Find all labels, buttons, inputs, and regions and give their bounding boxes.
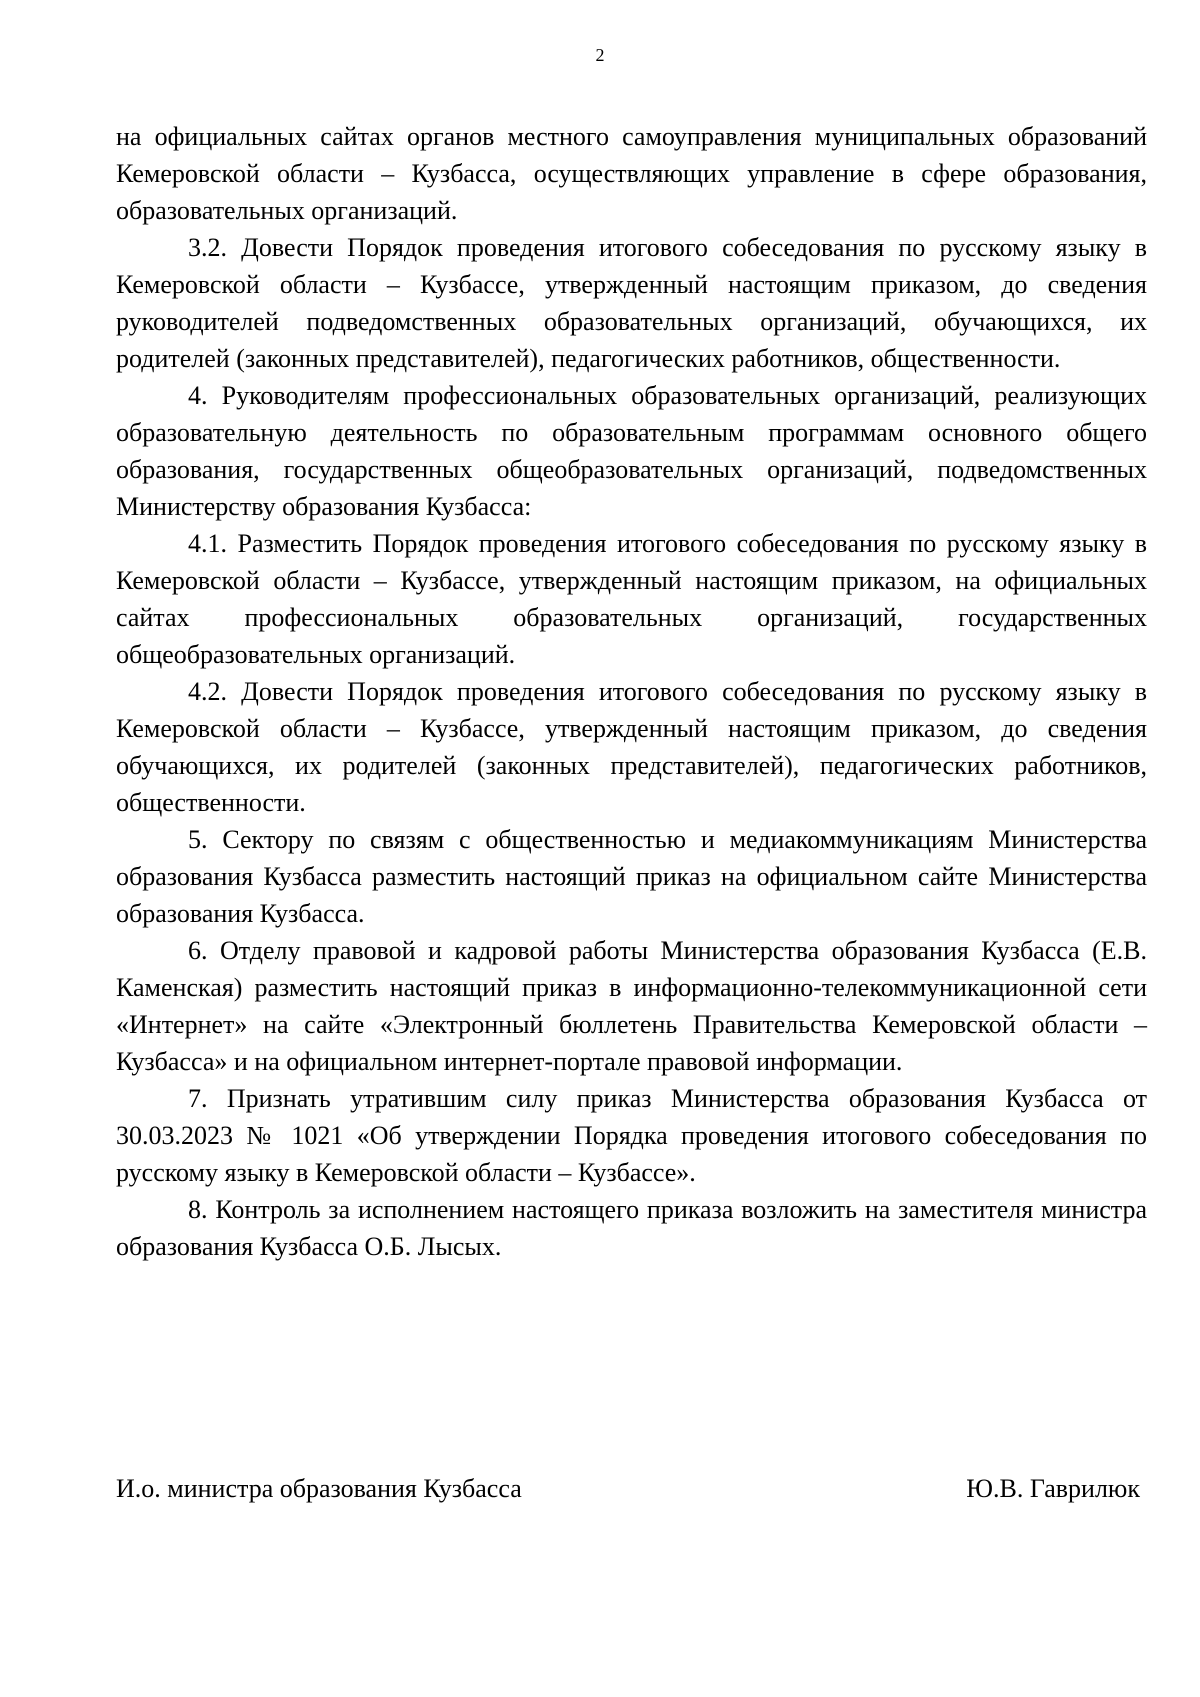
document-body [116, 118, 1147, 1265]
signature-block [116, 1470, 1140, 1507]
paragraph-item-5: 5. Сектору по связям с общественностью и медиакоммуникациям Министерства образования Кузбасса разместить настоящий приказ на официальном сайте Министерства образования Кузбасса. [116, 825, 1147, 928]
paragraph-item-4-2: 4.2. Довести Порядок проведения итогового собеседования по русскому языку в Кемеровской области – Кузбассе, утвержденный настоящим приказом, до сведения обучающихся, их родителей (законных представителей), педагогических работников, общественности. [116, 677, 1147, 817]
paragraph-continuation: на официальных сайтах органов местного самоуправления муниципальных образований Кемеровской области – Кузбасса, осуществляющих управление в сфере образования, образовательных организаций. [116, 122, 1147, 225]
paragraph-item-8: 8. Контроль за исполнением настоящего приказа возложить на заместителя министра образования Кузбасса О.Б. Лысых. [116, 1195, 1147, 1261]
paragraph-item-4-1: 4.1. Разместить Порядок проведения итогового собеседования по русскому языку в Кемеровской области – Кузбассе, утвержденный настоящим приказом, на официальных сайтах профессиональных образовательных организаций, государственных общеобразовательных организаций. [116, 529, 1147, 669]
signatory-name: Ю.В. Гаврилюк [966, 1474, 1140, 1503]
paragraph-item-6: 6. Отделу правовой и кадровой работы Министерства образования Кузбасса (Е.В. Каменская) разместить настоящий приказ в информационно-телекоммуникационной сети «Интернет» на сайте «Электронный бюллетень Правительства Кемеровской области – Кузбасса» и на официальном интернет-портале правовой информации. [116, 936, 1147, 1076]
paragraph-item-4: 4. Руководителям профессиональных образовательных организаций, реализующих образовательную деятельность по образовательным программам основного общего образования, государственных общеобразовательных организаций, подведомственных Министерству образования Кузбасса: [116, 381, 1147, 521]
signatory-position: И.о. министра образования Кузбасса [116, 1474, 522, 1503]
paragraph-item-7: 7. Признать утратившим силу приказ Министерства образования Кузбасса от 30.03.2023 № 1021 «Об утверждении Порядка проведения итогового собеседования по русскому языку в Кемеровской области – Кузбассе». [116, 1084, 1147, 1187]
page-number: 2 [595, 45, 605, 65]
paragraph-item-3-2: 3.2. Довести Порядок проведения итогового собеседования по русскому языку в Кемеровской области – Кузбассе, утвержденный настоящим приказом, до сведения руководителей подведомственных образовательных организаций, обучающихся, их родителей (законных представителей), педагогических работников, общественности. [116, 233, 1147, 373]
